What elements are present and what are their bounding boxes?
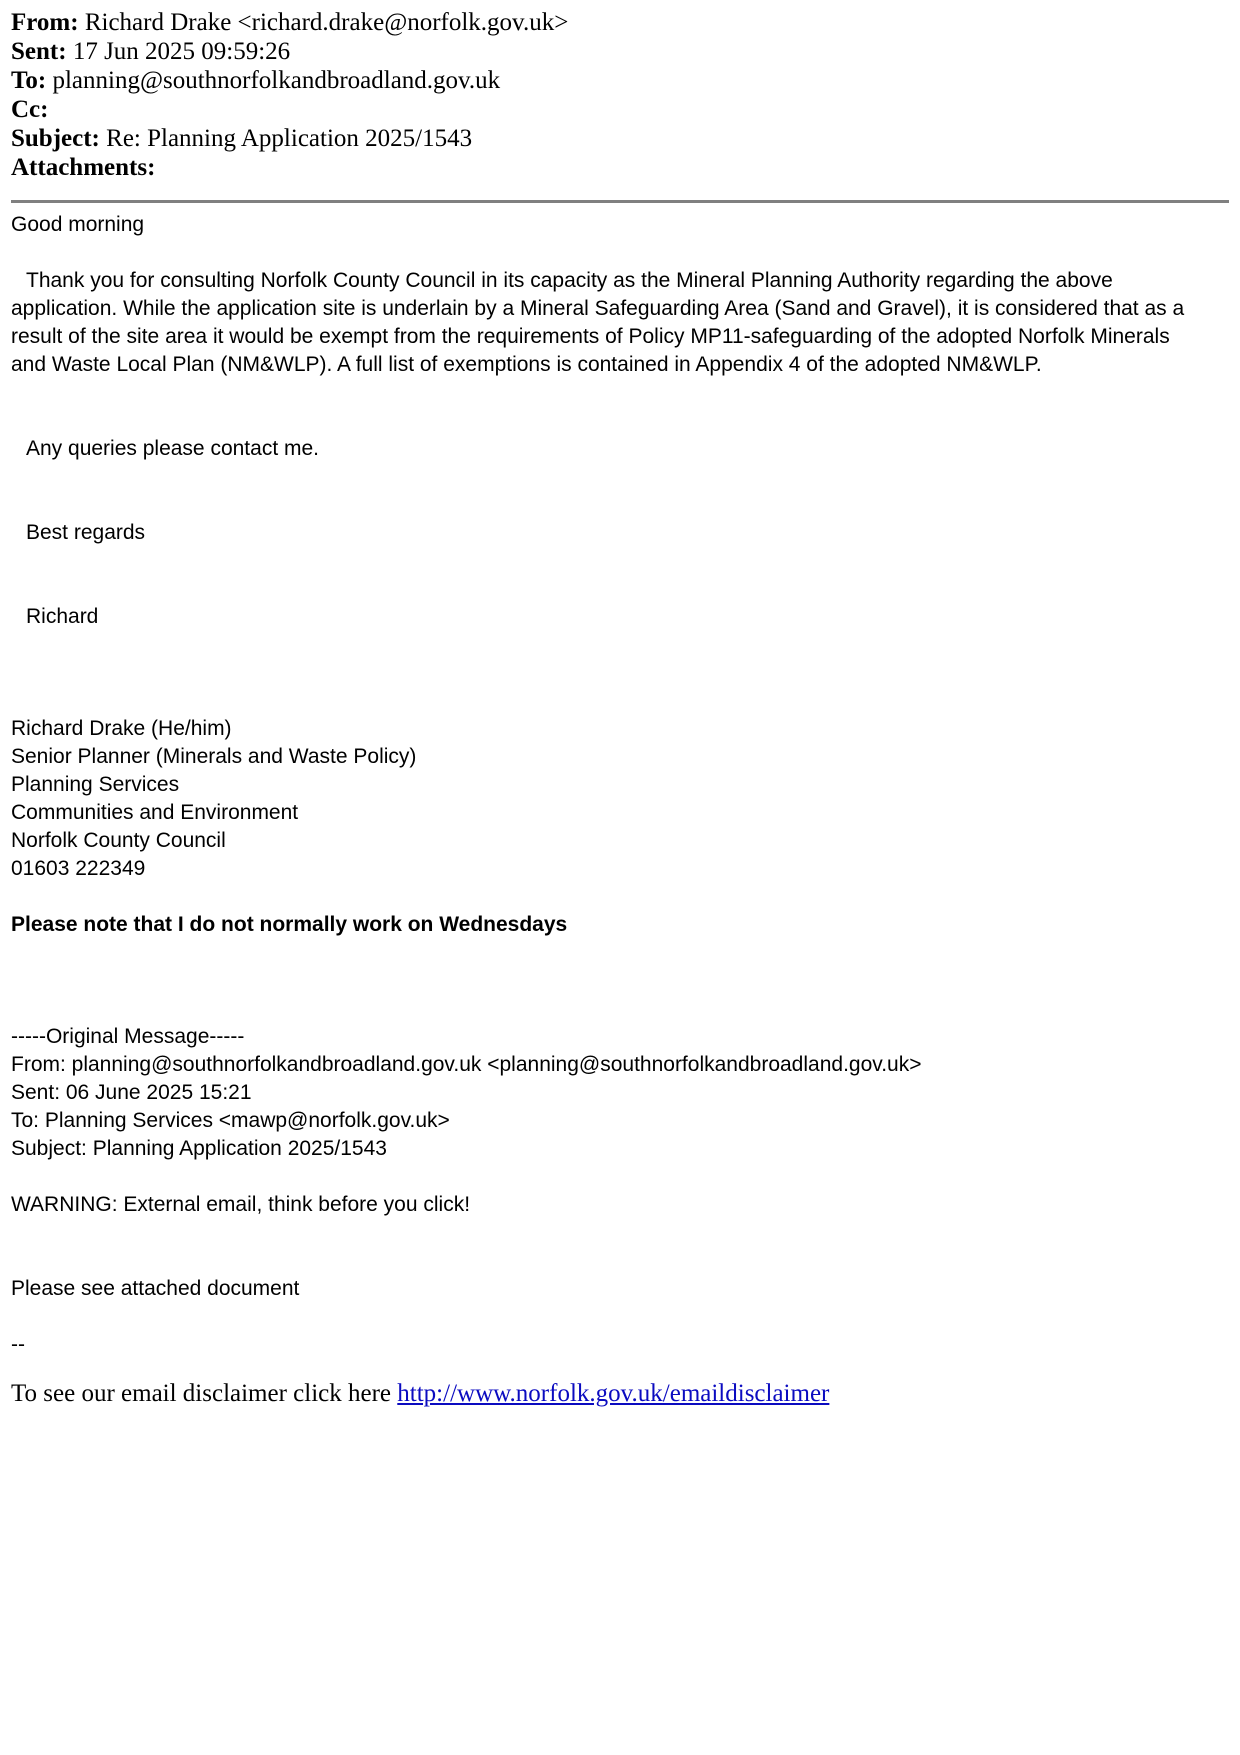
queries-line: Any queries please contact me.	[26, 437, 319, 460]
subject-value: Re: Planning Application 2025/1543	[106, 125, 473, 152]
working-days-note: Please note that I do not normally work on Wednesdays	[11, 913, 568, 936]
signature-name: Richard Drake (He/him)	[11, 717, 232, 740]
sent-row	[11, 37, 1231, 66]
attachments-label: Attachments:	[11, 154, 156, 181]
signature-service: Planning Services	[11, 773, 180, 796]
body-paragraph-line: application. While the application site is underlain by a Mineral Safeguarding Area (Sand and Gravel), it is considered that as a	[11, 297, 1185, 320]
original-message-text: Please see attached document	[11, 1277, 300, 1300]
subject-row	[11, 124, 1231, 153]
signature-organisation: Norfolk County Council	[11, 829, 226, 852]
original-message-block	[11, 1023, 1231, 1359]
sent-label: Sent:	[11, 38, 67, 65]
sent-value: 17 Jun 2025 09:59:26	[72, 38, 291, 65]
to-row	[11, 66, 1231, 95]
signoff-line: Richard	[26, 605, 99, 628]
from-value: Richard Drake <richard.drake@norfolk.gov.uk>	[84, 9, 569, 36]
regards-line: Best regards	[26, 521, 146, 544]
to-value: planning@southnorfolkandbroadland.gov.uk	[52, 67, 501, 94]
signature-role: Senior Planner (Minerals and Waste Policy)	[11, 745, 417, 768]
body-paragraph-line: result of the site area it would be exempt from the requirements of Policy MP11-safeguarding of the adopted Norfolk Minerals	[11, 325, 1170, 348]
email-body	[11, 211, 1231, 1359]
original-subject: Subject: Planning Application 2025/1543	[11, 1137, 387, 1160]
cc-label: Cc:	[11, 96, 49, 123]
cc-row	[11, 95, 1231, 124]
from-label: From:	[11, 9, 79, 36]
attachments-row	[11, 153, 1231, 182]
external-warning: WARNING: External email, think before you click!	[11, 1193, 471, 1216]
to-label: To:	[11, 67, 47, 94]
body-paragraph-line: and Waste Local Plan (NM&WLP). A full list of exemptions is contained in Appendix 4 of the adopted NM&WLP.	[11, 353, 1042, 376]
original-from: From: planning@southnorfolkandbroadland.gov.uk <planning@southnorfolkandbroadland.gov.uk>	[11, 1053, 922, 1076]
signature-department: Communities and Environment	[11, 801, 299, 824]
greeting: Good morning	[11, 213, 145, 236]
original-separator: -----Original Message-----	[11, 1025, 245, 1048]
email-header-block	[11, 8, 1231, 182]
disclaimer-link[interactable]: http://www.norfolk.gov.uk/emaildisclaimer	[397, 1380, 830, 1407]
signature-separator: --	[11, 1333, 25, 1356]
disclaimer-line	[11, 1379, 1231, 1409]
original-sent: Sent: 06 June 2025 15:21	[11, 1081, 252, 1104]
body-paragraph-line: Thank you for consulting Norfolk County Council in its capacity as the Mineral Planning Authority regarding the above	[26, 269, 1113, 292]
email-page	[11, 0, 1231, 1409]
from-row	[11, 8, 1231, 37]
original-to: To: Planning Services <mawp@norfolk.gov.uk>	[11, 1109, 450, 1132]
signature-block	[11, 715, 1231, 939]
signature-phone: 01603 222349	[11, 857, 146, 880]
header-divider	[11, 200, 1229, 203]
subject-label: Subject:	[11, 125, 100, 152]
disclaimer-text: To see our email disclaimer click here	[11, 1380, 398, 1407]
